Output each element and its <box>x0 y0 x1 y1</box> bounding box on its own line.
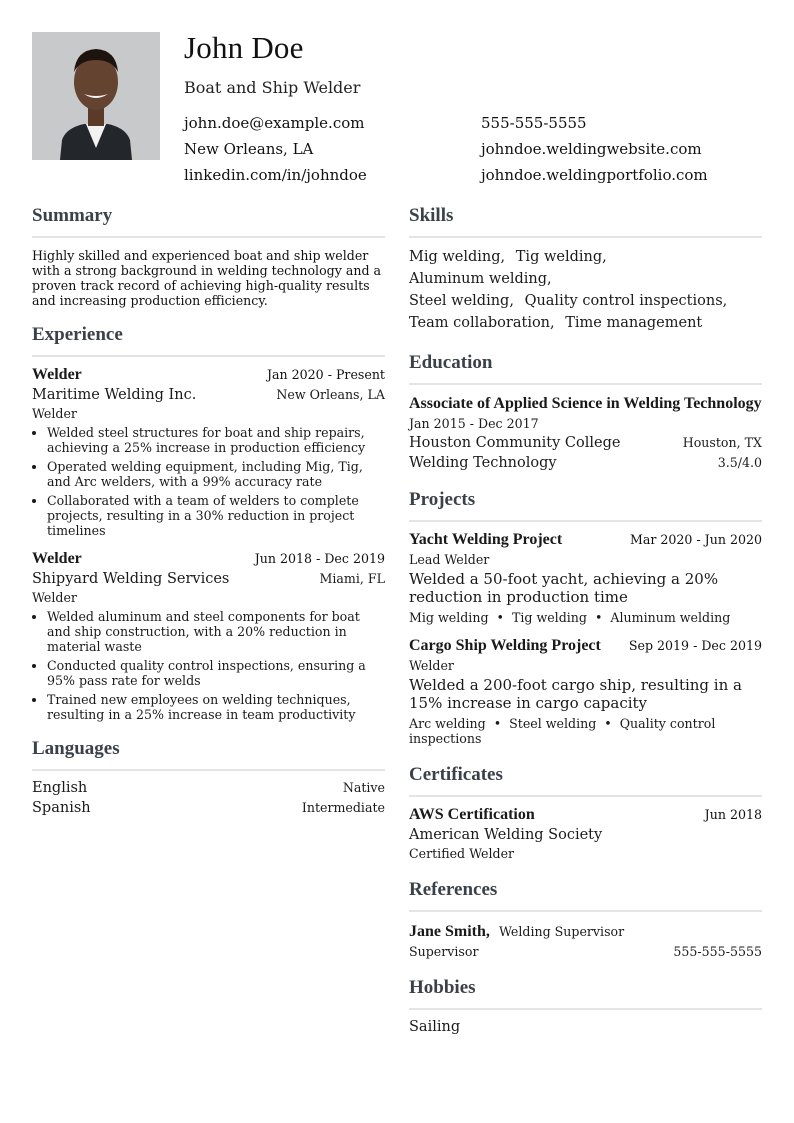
project-tags <box>409 610 762 625</box>
highlight-item: • Welded aluminum and steel components for boat and ship construction, with a 20% reduction in material waste <box>47 609 385 654</box>
project-tag: Tig welding <box>511 610 587 625</box>
highlight-item: • Collaborated with a team of welders to complete projects, resulting in a 30% reduction in project timelines <box>47 493 385 538</box>
certificates-heading: Certificates <box>409 764 762 797</box>
summary-section <box>32 205 385 308</box>
skill-item: Quality control inspections, <box>524 293 728 309</box>
certificate-issuer: American Welding Society <box>409 827 603 843</box>
candidate-title: Boat and Ship Welder <box>184 78 361 97</box>
project-tag: Arc welding <box>409 716 486 731</box>
right-column <box>409 205 762 1051</box>
school-location: Houston, TX <box>682 435 762 450</box>
tag-separator: • <box>493 716 502 731</box>
degree-title: Associate of Applied Science in Welding Technology <box>409 395 762 412</box>
language-level: Intermediate <box>301 800 385 815</box>
certificate-date: Jun 2018 <box>704 807 762 822</box>
project-tag: Steel welding <box>509 716 597 731</box>
highlight-item: • Trained new employees on welding techniques, resulting in a 25% increase in team productivity <box>47 692 385 722</box>
project-dates: Mar 2020 - Jun 2020 <box>629 532 762 547</box>
highlight-item: • Operated welding equipment, including Mig, Tig, and Arc welders, with a 99% accuracy rate <box>47 459 385 489</box>
education-section <box>409 352 762 471</box>
location-text: New Orleans, LA <box>184 140 314 158</box>
project-tags <box>409 716 762 746</box>
skill-item: Team collaboration, <box>409 315 555 331</box>
experience-heading: Experience <box>32 324 385 357</box>
summary-heading: Summary <box>32 205 385 238</box>
project-dates: Sep 2019 - Dec 2019 <box>628 638 762 653</box>
job-title: Welder <box>32 366 82 383</box>
linkedin-link[interactable]: linkedin.com/in/johndoe <box>184 166 367 184</box>
candidate-name: John Doe <box>184 30 304 65</box>
education-heading: Education <box>409 352 762 385</box>
job-title: Welder <box>32 550 82 567</box>
certificate-credential: Certified Welder <box>409 846 515 861</box>
hobbies-section <box>409 977 762 1035</box>
languages-section <box>32 738 385 816</box>
left-column <box>32 205 385 832</box>
experience-entry <box>32 550 385 722</box>
project-tag: Quality control inspections <box>409 716 716 746</box>
skill-item: Mig welding, <box>409 249 506 265</box>
highlights-list <box>32 425 385 538</box>
language-name: English <box>32 780 88 796</box>
project-tag: Aluminum welding <box>610 610 731 625</box>
hobby-item: Sailing <box>409 1019 461 1035</box>
project-description: Welded a 200-foot cargo ship, resulting in a 15% increase in cargo capacity <box>409 676 742 712</box>
reference-title: Welding Supervisor <box>499 924 625 939</box>
job-role: Welder <box>32 590 77 605</box>
project-entry <box>409 637 762 746</box>
tag-separator: • <box>594 610 603 625</box>
language-row <box>32 800 385 816</box>
job-role: Welder <box>32 406 77 421</box>
reference-name: Jane Smith, <box>409 923 490 940</box>
reference-phone[interactable]: 555-555-5555 <box>673 944 762 959</box>
project-role: Welder <box>409 658 454 673</box>
skill-item: Aluminum welding, <box>409 271 552 287</box>
references-heading: References <box>409 879 762 912</box>
company-name: Shipyard Welding Services <box>32 571 230 587</box>
language-row <box>32 780 385 796</box>
project-title: Cargo Ship Welding Project <box>409 637 601 654</box>
experience-section <box>32 324 385 722</box>
phone-number[interactable]: 555-555-5555 <box>481 114 587 132</box>
company-name: Maritime Welding Inc. <box>32 387 197 403</box>
summary-text: Highly skilled and experienced boat and ship welder with a strong background in welding technology and a proven track record of achieving high-quality results and increasing production efficiency. <box>32 248 382 308</box>
project-description: Welded a 50-foot yacht, achieving a 20% reduction in production time <box>409 570 719 606</box>
languages-heading: Languages <box>32 738 385 771</box>
highlight-item: • Welded steel structures for boat and ship repairs, achieving a 25% increase in production efficiency <box>47 425 385 455</box>
skills-section <box>409 205 762 334</box>
education-dates: Jan 2015 - Dec 2017 <box>409 416 539 431</box>
website-link[interactable]: johndoe.weldingwebsite.com <box>481 140 702 158</box>
reference-relation: Supervisor <box>409 944 479 959</box>
portrait-image <box>32 32 160 160</box>
certificates-section <box>409 764 762 861</box>
job-location: New Orleans, LA <box>276 387 385 402</box>
skill-item: Steel welding, <box>409 293 514 309</box>
email-link[interactable]: john.doe@example.com <box>184 114 365 132</box>
certificate-name: AWS Certification <box>409 806 535 823</box>
project-entry <box>409 531 762 625</box>
profile-photo <box>32 32 160 160</box>
skills-list <box>409 246 762 334</box>
portfolio-link[interactable]: johndoe.weldingportfolio.com <box>481 166 708 184</box>
highlight-item: • Conducted quality control inspections, ensuring a 95% pass rate for welds <box>47 658 385 688</box>
project-title: Yacht Welding Project <box>409 531 563 548</box>
experience-entry <box>32 366 385 538</box>
project-role: Lead Welder <box>409 552 490 567</box>
job-location: Miami, FL <box>319 571 385 586</box>
language-name: Spanish <box>32 800 91 816</box>
field-of-study: Welding Technology <box>409 455 557 471</box>
projects-heading: Projects <box>409 489 762 522</box>
skill-item: Tig welding, <box>515 249 607 265</box>
job-dates: Jan 2020 - Present <box>266 367 385 382</box>
language-level: Native <box>342 780 385 795</box>
job-dates: Jun 2018 - Dec 2019 <box>254 551 385 566</box>
skills-heading: Skills <box>409 205 762 238</box>
highlights-list <box>32 609 385 722</box>
school-name: Houston Community College <box>409 435 621 451</box>
tag-separator: • <box>496 610 504 625</box>
skill-item: Time management <box>565 315 703 331</box>
references-section <box>409 879 762 959</box>
projects-section <box>409 489 762 746</box>
project-tag: Mig welding <box>409 610 489 625</box>
gpa: 3.5/4.0 <box>717 455 762 470</box>
tag-separator: • <box>604 716 612 731</box>
hobbies-heading: Hobbies <box>409 977 762 1010</box>
